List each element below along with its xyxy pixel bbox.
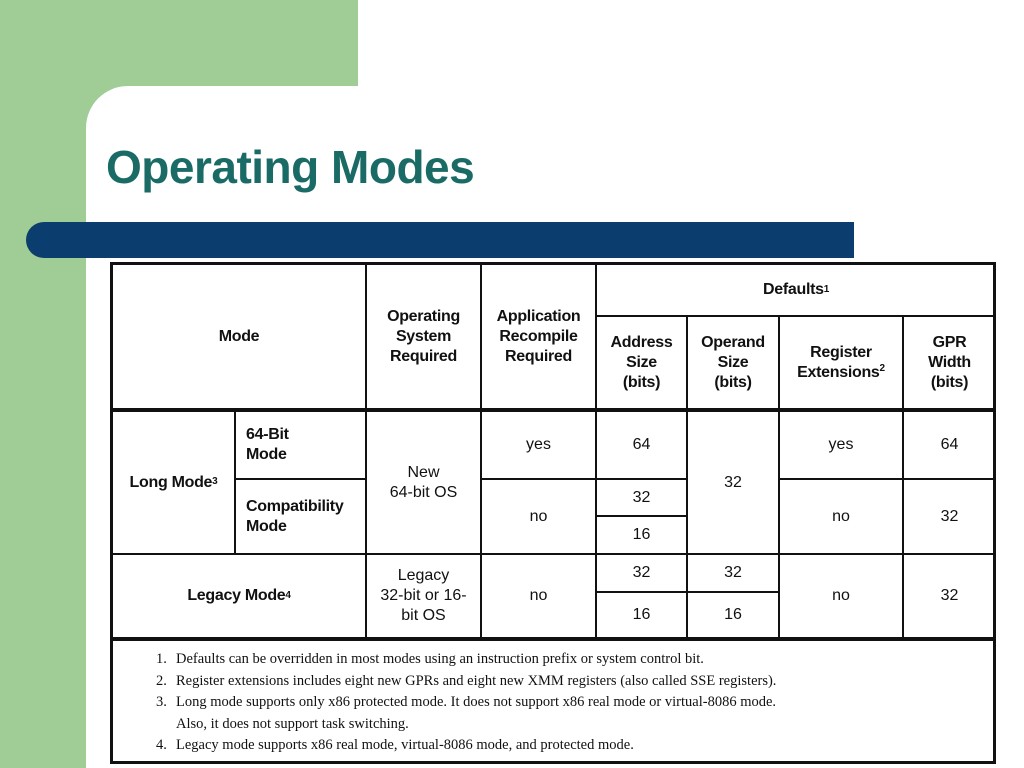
header-recompile-line: Recompile — [499, 327, 578, 345]
header-register-line: Extensions — [797, 363, 880, 381]
footnote-continuation — [156, 714, 776, 736]
header-address-line: Size — [626, 353, 657, 371]
legacy-mode-os-line: 32-bit or 16- — [380, 587, 467, 604]
footnote-item — [156, 692, 776, 714]
cell-64bit-gpr: 64 — [940, 436, 959, 453]
header-mode: Mode — [218, 327, 260, 345]
column-divider — [234, 410, 236, 553]
slide-title: Operating Modes — [106, 141, 475, 193]
long-legacy-divider — [113, 553, 995, 555]
legacy-mode-text: Legacy Mode — [187, 587, 286, 604]
row-divider — [780, 478, 995, 480]
cell-legacy-operand-16: 16 — [724, 606, 742, 623]
header-address-line: (bits) — [622, 373, 661, 391]
long-mode-text: Long Mode — [129, 473, 213, 491]
footnote-number: 1. — [156, 651, 167, 667]
sub-mode-compat-line: Mode — [246, 517, 287, 535]
header-operand-line: Operand — [701, 333, 765, 351]
header-gpr-line: (bits) — [930, 373, 969, 391]
header-address-size — [597, 317, 686, 408]
cell-compat-address-16: 16 — [632, 526, 651, 543]
operating-modes-table — [110, 262, 996, 764]
long-mode-os — [367, 412, 480, 553]
row-divider — [597, 591, 780, 593]
cell-legacy-register-ext: no — [832, 587, 850, 604]
cell-compat-gpr: 32 — [940, 507, 959, 525]
footnote-ref-3: 3 — [212, 476, 218, 488]
column-divider — [902, 315, 904, 637]
footnote-text: Defaults can be overridden in most modes using an instruction prefix or system control bit. — [176, 651, 704, 667]
cell-64bit-recompile: yes — [526, 436, 551, 453]
header-gpr-line: GPR — [932, 333, 967, 351]
header-defaults-text: Defaults — [763, 281, 824, 298]
cell-compat-address-32: 32 — [632, 488, 651, 506]
sub-mode-64bit — [236, 412, 365, 478]
header-operand-size — [688, 317, 778, 408]
sub-mode-64bit-line: Mode — [246, 446, 287, 463]
long-mode-os-line: 64-bit OS — [389, 483, 458, 501]
footnote-text: Legacy mode supports x86 real mode, virtual-8086 mode, and protected mode. — [176, 737, 634, 753]
title-underline-bar — [26, 222, 854, 258]
cell-legacy-operand-32: 32 — [724, 564, 742, 581]
header-os-line: Operating — [387, 307, 460, 325]
footnote-item — [156, 649, 776, 671]
header-recompile-line: Required — [505, 347, 572, 365]
cell-legacy-address-32: 32 — [632, 564, 651, 581]
cell-compat-register-ext: no — [832, 507, 850, 525]
footnote-ref-4: 4 — [285, 589, 291, 601]
cell-legacy-gpr: 32 — [940, 587, 959, 604]
sub-mode-compatibility — [236, 480, 365, 553]
header-os-line: Required — [390, 347, 457, 365]
footnote-ref-2: 2 — [879, 362, 885, 374]
cell-64bit-address: 64 — [632, 436, 651, 453]
footnote-item — [156, 735, 776, 757]
header-register-line: Register — [810, 343, 872, 361]
row-divider — [236, 478, 365, 480]
column-divider — [686, 315, 688, 637]
column-divider — [778, 315, 780, 637]
header-gpr-line: Width — [928, 353, 971, 371]
cell-64bit-register-ext: yes — [828, 436, 854, 453]
column-divider — [365, 265, 367, 637]
footnote-ref-1: 1 — [823, 283, 829, 295]
footnote-divider — [113, 637, 995, 641]
cell-long-operand: 32 — [724, 473, 742, 491]
header-recompile-line: Application — [496, 307, 581, 325]
sub-mode-64bit-line: 64-Bit — [246, 426, 289, 443]
header-operand-line: (bits) — [714, 373, 752, 391]
header-recompile — [482, 265, 595, 408]
header-register-extensions — [780, 317, 902, 408]
header-gpr-width — [904, 317, 995, 408]
header-os-required — [367, 265, 480, 408]
column-divider — [595, 265, 597, 637]
header-os-line: System — [395, 327, 452, 345]
footnote-text: Also, it does not support task switching. — [176, 715, 409, 732]
row-divider — [482, 478, 688, 480]
row-divider — [597, 515, 688, 517]
cell-legacy-recompile: no — [529, 587, 548, 604]
header-address-line: Address — [610, 333, 673, 351]
footnote-text: Long mode supports only x86 protected mode. It does not support x86 real mode or virtual-8086 mode. — [176, 694, 777, 710]
cell-compat-recompile: no — [529, 507, 548, 525]
legacy-mode-os-line: bit OS — [401, 607, 446, 624]
footnote-text: Register extensions includes eight new GPRs and eight new XMM registers (also called SSE registers). — [176, 672, 777, 689]
column-divider — [480, 265, 482, 637]
header-divider — [113, 408, 995, 412]
footnotes — [156, 649, 776, 757]
footnote-item — [156, 671, 776, 693]
footnote-number: 2. — [156, 672, 167, 689]
header-operand-line: Size — [717, 353, 749, 371]
long-mode-os-line: New — [407, 463, 440, 481]
sub-mode-compat-line: Compatibility — [246, 497, 344, 515]
footnote-number: 4. — [156, 737, 167, 753]
legacy-mode-os — [367, 555, 480, 637]
long-mode-label — [113, 412, 234, 553]
legacy-mode-os-line: Legacy — [397, 567, 450, 584]
footnote-number: 3. — [156, 694, 167, 710]
legacy-mode-label — [113, 555, 365, 637]
cell-legacy-address-16: 16 — [632, 606, 651, 623]
header-defaults — [597, 265, 995, 315]
defaults-divider — [597, 315, 995, 317]
